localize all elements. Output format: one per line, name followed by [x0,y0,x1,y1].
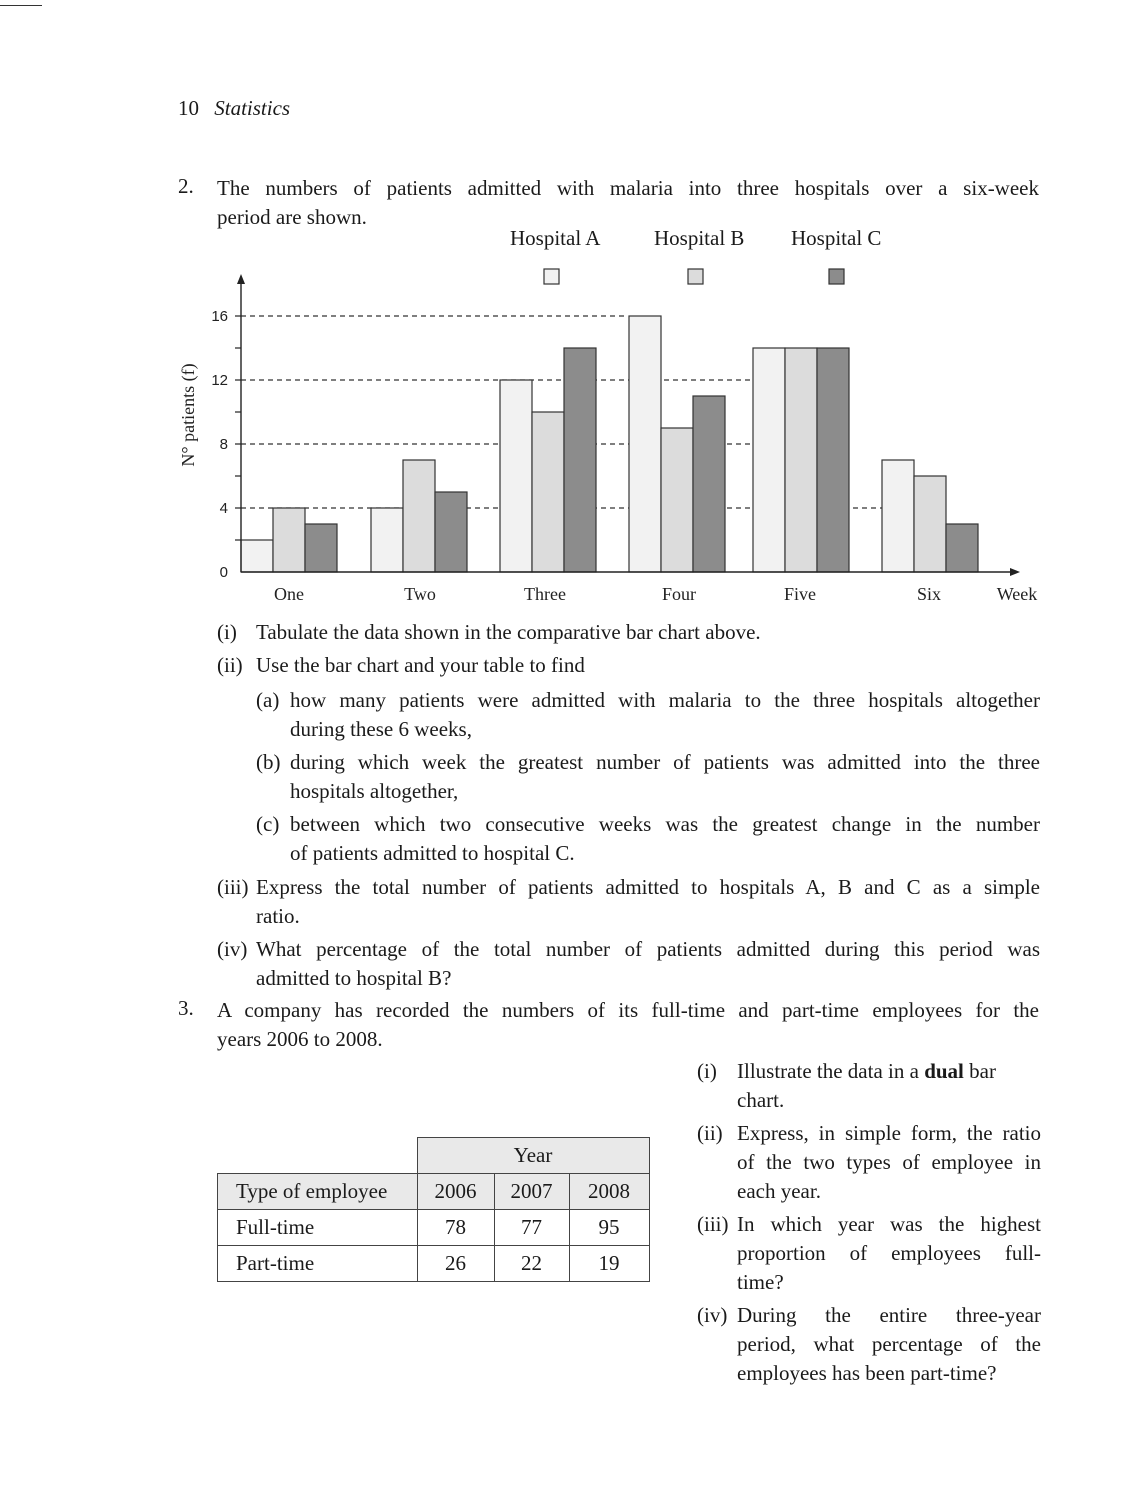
bar-four-hospital-c [693,396,725,572]
bar-six-hospital-c [946,524,978,572]
legend-label-hospital-c: Hospital C [791,226,882,250]
y-axis-arrow-icon [237,274,245,284]
q2-part-text: during which week the greatest number of patients was admitted into the three [290,750,1040,774]
q2-number: 2. [178,174,194,198]
chapter-title: Statistics [214,96,291,120]
q2-part-label: (i) [217,620,237,644]
bar-six-hospital-a [882,460,914,572]
q2-part-label: (a) [256,688,280,712]
table-year-2006: 2006 [417,1174,494,1210]
q2-part-text: What percentage of the total number of patients admitted during this period was [256,937,1040,961]
table-year-2008: 2008 [569,1174,649,1210]
q2-part-label: (iv) [217,937,248,961]
q2-intro-line2: period are shown. [217,205,367,229]
table-cell: 26 [417,1246,494,1282]
q3-part-text: proportion of employees full- [737,1241,1041,1265]
x-category-label: Two [404,584,436,604]
legend-swatch-hospital-a [544,269,559,284]
q3-part-label: (i) [697,1059,717,1083]
q2-part-label: (iii) [217,875,249,899]
bar-two-hospital-a [371,508,403,572]
bar-four-hospital-a [629,316,661,572]
q3-part-label: (iv) [697,1303,728,1327]
table-year-header: Year [417,1138,649,1174]
q2-intro-line1: The numbers of patients admitted with malaria into three hospitals over a six-week [217,176,1039,200]
q3-part-text: time? [737,1270,784,1294]
q2-part-label: (ii) [217,653,243,677]
table-cell: 95 [569,1210,649,1246]
y-tick-label: 16 [211,308,228,325]
q2-part-text: how many patients were admitted with malaria to the three hospitals altogether [290,688,1040,712]
legend-label-hospital-b: Hospital B [654,226,745,250]
q2-part-text: ratio. [256,904,300,928]
q3-part-label: (ii) [697,1121,723,1145]
x-category-label: Three [524,584,566,604]
q2-part-text: Express the total number of patients admitted to hospitals A, B and C as a simple [256,875,1040,899]
q3-part-text: chart. [737,1088,785,1112]
y-tick-label: 0 [219,564,228,581]
bar-one-hospital-c [305,524,337,572]
bar-five-hospital-a [753,348,785,572]
page-number: 10 [178,96,199,120]
table-year-2007: 2007 [494,1174,569,1210]
table-corner-cell [218,1138,418,1174]
table-row [218,1246,650,1282]
bar-four-hospital-b [661,428,693,572]
bar-three-hospital-a [500,380,532,572]
bar-five-hospital-c [817,348,849,572]
bar-two-hospital-c [435,492,467,572]
y-tick-label: 4 [219,500,228,517]
bar-five-hospital-b [785,348,817,572]
q2-part-text: of patients admitted to hospital C. [290,841,575,865]
legend-swatch-hospital-c [829,269,844,284]
q2-part-text: admitted to hospital B? [256,966,452,990]
y-axis-label: N° patients (f) [178,363,198,467]
x-axis-arrow-icon [1010,568,1020,576]
legend-label-hospital-a: Hospital A [510,226,601,250]
bar-one-hospital-b [273,508,305,572]
x-category-label: Six [916,584,942,604]
q2-part-text: between which two consecutive weeks was the greatest change in the number [290,812,1040,836]
table-row [218,1210,650,1246]
q3-intro-line1: A company has recorded the numbers of its full-time and part-time employees for the [217,998,1039,1022]
y-tick-label: 8 [219,436,228,453]
bar-one-hospital-a [241,540,273,572]
table-cell: 22 [494,1246,569,1282]
employee-table [217,1137,650,1282]
q3-part-label: (iii) [697,1212,729,1236]
bar-three-hospital-b [532,412,564,572]
emphasis-dual: dual [924,1059,964,1083]
q2-part-label: (c) [256,812,280,836]
q2-part-text: during these 6 weeks, [290,717,472,741]
table-row-header: Type of employee [218,1174,418,1210]
table-row-label: Full-time [218,1210,418,1246]
bar-three-hospital-c [564,348,596,572]
q2-part-text: Tabulate the data shown in the comparative bar chart above. [256,620,761,644]
q3-number: 3. [178,996,194,1020]
q3-intro-line2: years 2006 to 2008. [217,1027,383,1051]
q3-part-text: period, what percentage of the [737,1332,1041,1356]
table-row-label: Part-time [218,1246,418,1282]
table-cell: 19 [569,1246,649,1282]
q3-part-text: Illustrate the data in a dual bar [737,1059,996,1083]
x-category-label: Four [661,584,697,604]
q3-part-text: In which year was the highest [737,1212,1041,1236]
table-cell: 77 [494,1210,569,1246]
q3-part-text: During the entire three-year [737,1303,1041,1327]
bar-six-hospital-b [914,476,946,572]
y-tick-label: 12 [211,372,228,389]
legend-swatch-hospital-b [688,269,703,284]
q3-part-text: Express, in simple form, the ratio [737,1121,1041,1145]
malaria-bar-chart [0,0,1139,620]
q3-part-text: of the two types of employee in [737,1150,1041,1174]
q2-part-text: hospitals altogether, [290,779,459,803]
q3-part-text: employees has been part-time? [737,1361,997,1385]
q3-part-text: each year. [737,1179,821,1203]
x-axis-label: Week [996,584,1038,604]
bar-two-hospital-b [403,460,435,572]
x-category-label: One [274,584,304,604]
q2-part-label: (b) [256,750,281,774]
table-cell: 78 [417,1210,494,1246]
q2-part-text: Use the bar chart and your table to find [256,653,585,677]
x-category-label: Five [783,584,817,604]
